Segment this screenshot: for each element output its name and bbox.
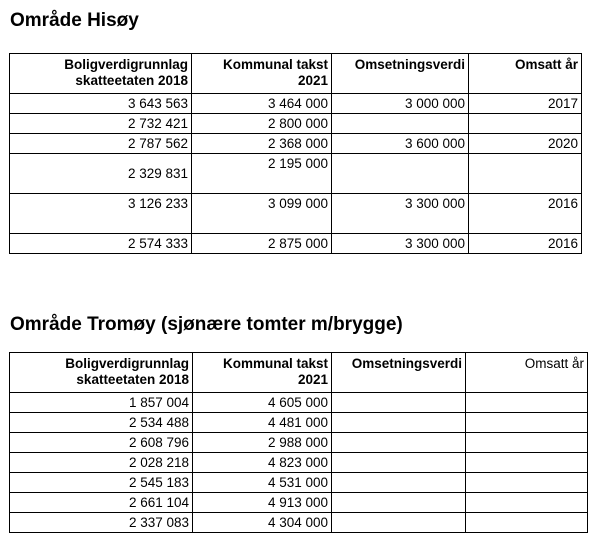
table-header-row: [10, 54, 582, 94]
cell-omsatt-ar: [466, 493, 588, 513]
cell-boligverdigrunnlag: 3 126 233: [10, 194, 192, 234]
cell-omsetningsverdi: [332, 453, 466, 473]
cell-kommunal-takst: 4 823 000: [193, 453, 332, 473]
cell-omsatt-ar: 2016: [469, 234, 582, 254]
cell-omsetningsverdi: 3 600 000: [332, 134, 469, 154]
cell-boligverdigrunnlag: 2 661 104: [10, 493, 193, 513]
table-row: [10, 413, 588, 433]
table-row: [10, 513, 588, 533]
cell-omsatt-ar: 2017: [469, 94, 582, 114]
table-row: [10, 154, 582, 194]
cell-omsatt-ar: [469, 114, 582, 134]
cell-omsatt-ar: [469, 154, 582, 194]
cell-boligverdigrunnlag: 2 545 183: [10, 473, 193, 493]
column-header-omsatt-ar: Omsatt år: [469, 54, 582, 94]
cell-boligverdigrunnlag: 2 329 831: [10, 154, 192, 194]
cell-boligverdigrunnlag: 2 337 083: [10, 513, 193, 533]
cell-omsetningsverdi: [332, 413, 466, 433]
cell-omsatt-ar: [466, 413, 588, 433]
cell-omsatt-ar: [466, 513, 588, 533]
cell-omsatt-ar: [466, 473, 588, 493]
cell-omsetningsverdi: 3 300 000: [332, 194, 469, 234]
table-hisoy: [9, 53, 582, 254]
table-row: [10, 393, 588, 413]
cell-kommunal-takst: 4 304 000: [193, 513, 332, 533]
cell-omsetningsverdi: [332, 493, 466, 513]
cell-kommunal-takst: 3 464 000: [192, 94, 332, 114]
cell-boligverdigrunnlag: 2 574 333: [10, 234, 192, 254]
cell-boligverdigrunnlag: 2 608 796: [10, 433, 193, 453]
cell-kommunal-takst: 2 875 000: [192, 234, 332, 254]
cell-omsetningsverdi: [332, 114, 469, 134]
cell-kommunal-takst: 3 099 000: [192, 194, 332, 234]
cell-omsetningsverdi: [332, 513, 466, 533]
cell-kommunal-takst: 4 913 000: [193, 493, 332, 513]
column-header-kommunal-takst: Kommunal takst 2021: [193, 353, 332, 393]
table-row: [10, 94, 582, 114]
cell-omsetningsverdi: [332, 154, 469, 194]
column-header-omsetningsverdi: Omsetningsverdi: [332, 54, 469, 94]
cell-omsatt-ar: 2020: [469, 134, 582, 154]
cell-kommunal-takst: 4 531 000: [193, 473, 332, 493]
table-row: [10, 114, 582, 134]
cell-omsatt-ar: [466, 393, 588, 413]
cell-omsetningsverdi: 3 000 000: [332, 94, 469, 114]
cell-boligverdigrunnlag: 2 028 218: [10, 453, 193, 473]
cell-omsatt-ar: [466, 433, 588, 453]
table-tromoy: [9, 352, 588, 533]
cell-omsetningsverdi: [332, 393, 466, 413]
cell-boligverdigrunnlag: 1 857 004: [10, 393, 193, 413]
cell-omsetningsverdi: 3 300 000: [332, 234, 469, 254]
cell-kommunal-takst: 2 800 000: [192, 114, 332, 134]
table-row: [10, 134, 582, 154]
section-tromoy-title: Område Tromøy (sjønære tomter m/brygge): [10, 314, 403, 335]
cell-boligverdigrunnlag: 2 534 488: [10, 413, 193, 433]
cell-kommunal-takst: 4 481 000: [193, 413, 332, 433]
table-row: [10, 493, 588, 513]
table-row: [10, 453, 588, 473]
table-row: [10, 433, 588, 453]
cell-kommunal-takst: 2 368 000: [192, 134, 332, 154]
column-header-kommunal-takst: Kommunal takst 2021: [192, 54, 332, 94]
table-header-row: [10, 353, 588, 393]
table-row: [10, 194, 582, 234]
table-row: [10, 234, 582, 254]
column-header-boligverdigrunnlag: Boligverdigrunnlag skatteetaten 2018: [10, 353, 193, 393]
cell-kommunal-takst: 4 605 000: [193, 393, 332, 413]
cell-omsatt-ar: [466, 453, 588, 473]
column-header-boligverdigrunnlag: Boligverdigrunnlag skatteetaten 2018: [10, 54, 192, 94]
column-header-omsetningsverdi: Omsetningsverdi: [332, 353, 466, 393]
cell-kommunal-takst: 2 195 000: [192, 154, 332, 194]
section-hisoy-title: Område Hisøy: [10, 10, 139, 31]
cell-boligverdigrunnlag: 3 643 563: [10, 94, 192, 114]
cell-omsetningsverdi: [332, 473, 466, 493]
table-row: [10, 473, 588, 493]
cell-omsatt-ar: 2016: [469, 194, 582, 234]
cell-omsetningsverdi: [332, 433, 466, 453]
column-header-omsatt-ar: Omsatt år: [466, 353, 588, 393]
cell-boligverdigrunnlag: 2 732 421: [10, 114, 192, 134]
cell-kommunal-takst: 2 988 000: [193, 433, 332, 453]
cell-boligverdigrunnlag: 2 787 562: [10, 134, 192, 154]
